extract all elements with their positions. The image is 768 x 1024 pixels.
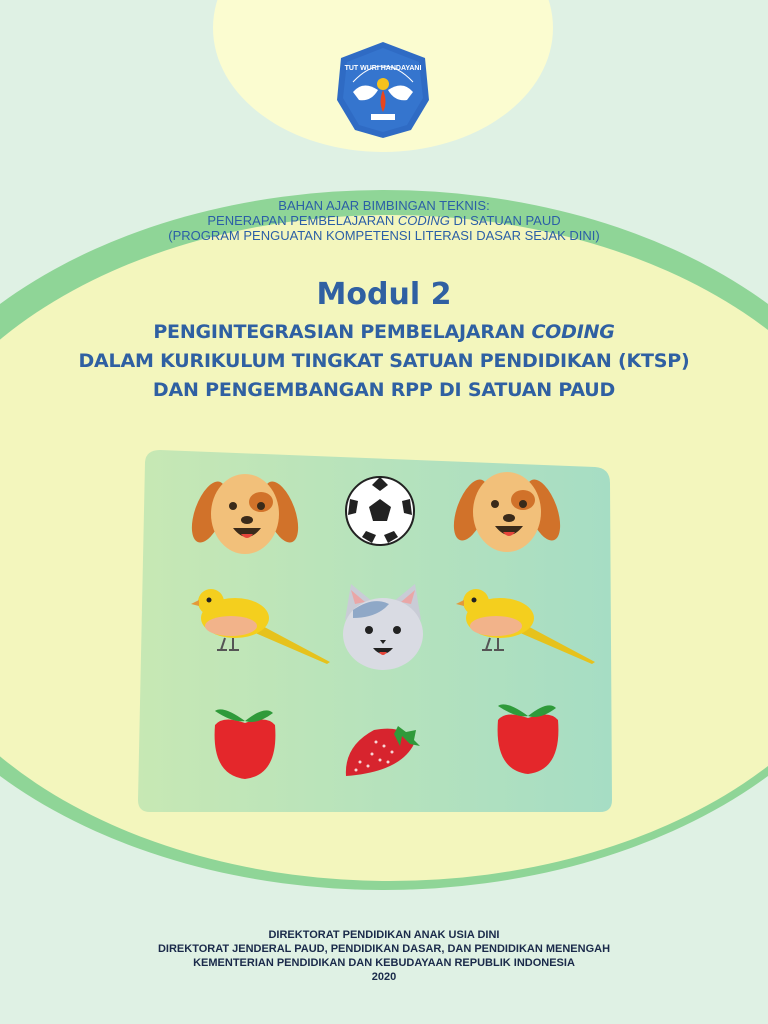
logo-text: TUT WURI HANDAYANI bbox=[344, 65, 422, 72]
footer-year: 2020 bbox=[371, 971, 397, 983]
footer-line-2: DIREKTORAT JENDERAL PAUD, PENDIDIKAN DASAR, DAN PENDIDIKAN MENENGAH bbox=[157, 943, 611, 955]
subtitle-line-2: DALAM KURIKULUM TINGKAT SATUAN PENDIDIKAN (KTSP) bbox=[78, 350, 690, 372]
soccer-ball-icon bbox=[346, 477, 414, 545]
subtitle-line-1-italic: CODING bbox=[531, 321, 615, 343]
subtitle-line-3: DAN PENGEMBANGAN RPP DI SATUAN PAUD bbox=[152, 379, 616, 401]
header-line-3: (PROGRAM PENGUATAN KOMPETENSI LITERASI DASAR SEJAK DINI) bbox=[168, 228, 600, 243]
module-title: Modul 2 bbox=[316, 277, 452, 312]
header-line-2-prefix: PENERAPAN PEMBELAJARAN bbox=[207, 213, 398, 228]
header-line-2-italic: CODING bbox=[397, 213, 450, 228]
subtitle-line-1-prefix: PENGINTEGRASIAN PEMBELAJARAN bbox=[153, 321, 532, 343]
header-line-2-suffix: DI SATUAN PAUD bbox=[449, 213, 561, 228]
publisher-footer bbox=[0, 928, 768, 984]
footer-line-1: DIREKTORAT PENDIDIKAN ANAK USIA DINI bbox=[268, 929, 500, 941]
footer-line-3: KEMENTERIAN PENDIDIKAN DAN KEBUDAYAAN REPUBLIK INDONESIA bbox=[193, 957, 575, 969]
header-line-1: BAHAN AJAR BIMBINGAN TEKNIS: bbox=[278, 198, 490, 213]
